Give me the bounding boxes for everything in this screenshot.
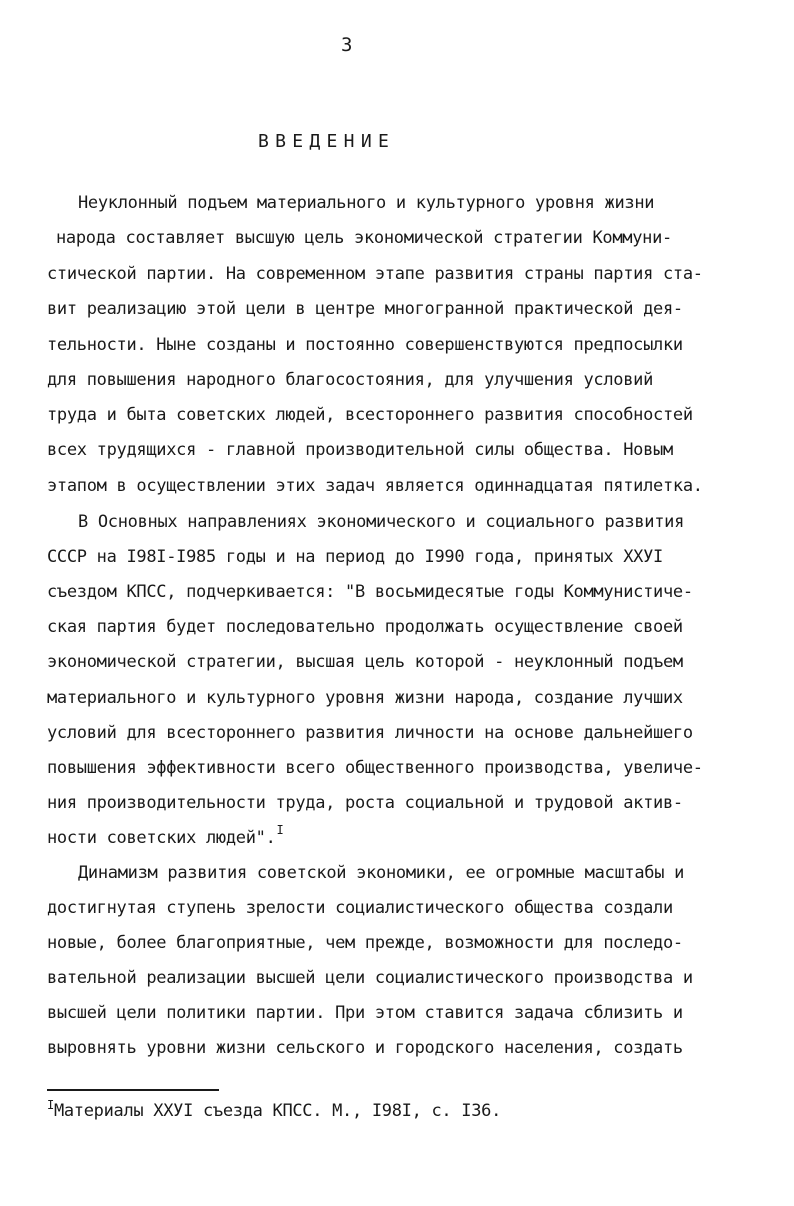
footnote-marker: I <box>47 1098 54 1112</box>
text-line: выровнять уровни жизни сельского и городского населения, создать <box>47 1038 683 1058</box>
text-line: экономической стратегии, высшая цель которой - неуклонный подъем <box>47 652 683 672</box>
text-line: ская партия будет последовательно продолжать осуществление своей <box>47 617 683 637</box>
text-line: высшей цели политики партии. При этом ставится задача сблизить и <box>47 1003 683 1023</box>
text-line: вит реализацию этой цели в центре многогранной практической дея- <box>47 299 683 319</box>
text-line: ния производительности труда, роста социальной и трудовой актив- <box>47 793 683 813</box>
text-line-content: ности советских людей". <box>47 828 276 848</box>
text-line <box>47 823 284 849</box>
text-line: народа составляет высшую цель экономической стратегии Коммуни- <box>56 228 672 248</box>
text-line: В Основных направлениях экономического и социального развития <box>78 512 685 532</box>
footnote <box>47 1098 502 1122</box>
footnote-text: Материалы XXУI съезда КПСС. М., I98I, с. I36. <box>53 1101 502 1121</box>
text-line: Неуклонный подъем материального и культурного уровня жизни <box>78 193 655 213</box>
page-title: ВВЕДЕНИЕ <box>258 131 396 152</box>
text-line: стической партии. На современном этапе развития страны партия ста- <box>47 264 703 284</box>
text-line: всех трудящихся - главной производительной силы общества. Новым <box>47 440 673 460</box>
text-line: для повышения народного благосостояния, для улучшения условий <box>47 370 654 390</box>
footnote-reference: I <box>276 823 284 837</box>
text-line: материального и культурного уровня жизни народа, создание лучших <box>47 688 683 708</box>
text-line: достигнутая ступень зрелости социалистического общества создали <box>47 898 673 918</box>
page-number: 3 <box>341 34 353 56</box>
text-line: новые, более благоприятные, чем прежде, возможности для последо- <box>47 933 683 953</box>
text-line: повышения эффективности всего общественного производства, увеличе- <box>47 758 703 778</box>
text-line: СССР на I98I-I985 годы и на период до I990 года, принятых XXУI <box>47 547 663 567</box>
text-line: вательной реализации высшей цели социалистического производства и <box>47 968 693 988</box>
text-line: тельности. Ныне созданы и постоянно совершенствуются предпосылки <box>47 335 683 355</box>
text-line: съездом КПСС, подчеркивается: "В восьмидесятые годы Коммунистиче- <box>47 582 693 602</box>
footnote-divider <box>47 1089 219 1091</box>
text-line: Динамизм развития советской экономики, ее огромные масштабы и <box>78 863 685 883</box>
text-line: труда и быта советских людей, всестороннего развития способностей <box>47 405 693 425</box>
text-line: условий для всестороннего развития личности на основе дальнейшего <box>47 723 693 743</box>
text-line: этапом в осуществлении этих задач является одиннадцатая пятилетка. <box>47 476 703 496</box>
